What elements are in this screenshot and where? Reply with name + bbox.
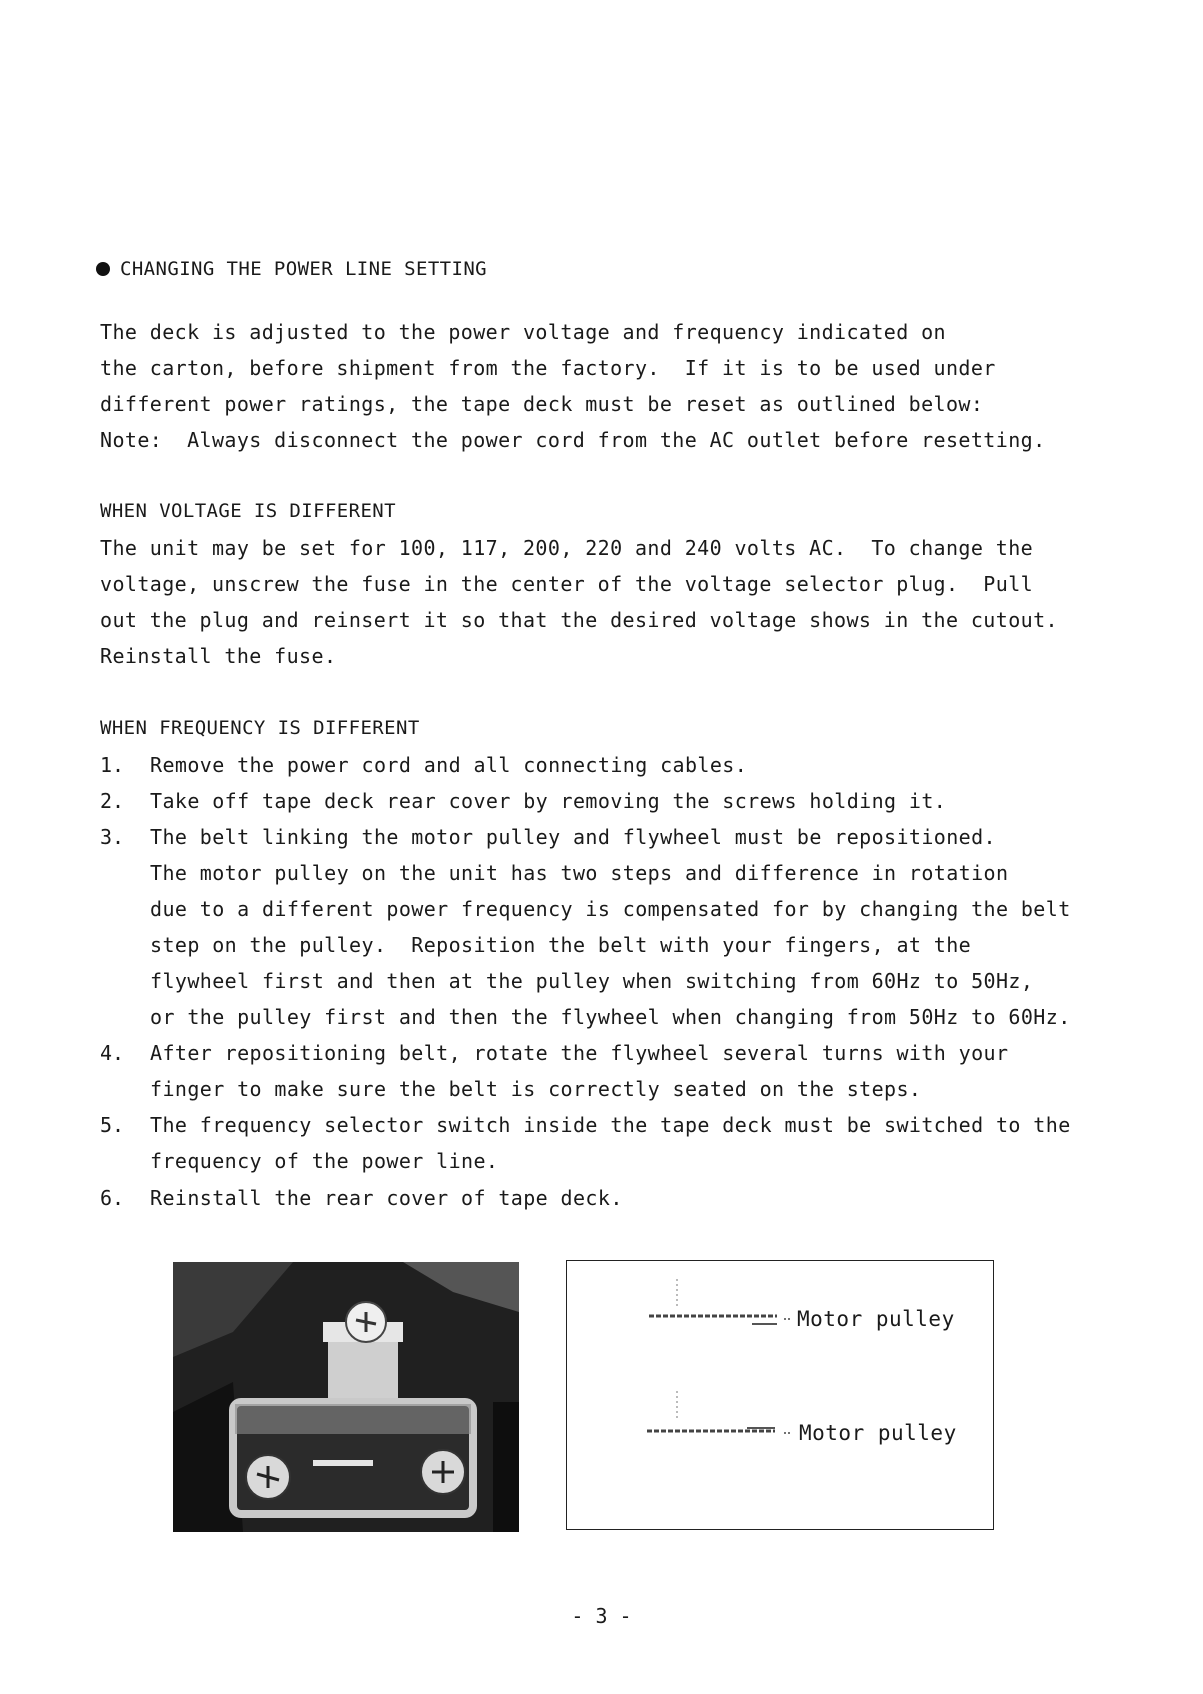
- step-line: frequency of the power line.: [150, 1149, 499, 1173]
- voltage-line: out the plug and reinsert it so that the desired voltage shows in the cutout.: [100, 608, 1058, 632]
- voltage-line: Reinstall the fuse.: [100, 644, 337, 668]
- step-line: The frequency selector switch inside the tape deck must be switched to the: [150, 1113, 1071, 1137]
- step-line: flywheel first and then at the pulley when switching from 60Hz to 50Hz,: [150, 969, 1034, 993]
- motor-pulley-label: Motor pulley: [799, 1421, 957, 1445]
- step-line: After repositioning belt, rotate the flywheel several turns with your: [150, 1041, 1009, 1065]
- frequency-heading: WHEN FREQUENCY IS DIFFERENT: [100, 717, 420, 739]
- intro-line: The deck is adjusted to the power voltage and frequency indicated on: [100, 320, 946, 344]
- step-number: 1.: [100, 753, 125, 777]
- step-line: Reinstall the rear cover of tape deck.: [150, 1186, 623, 1210]
- step-line: Take off tape deck rear cover by removing the screws holding it.: [150, 789, 947, 813]
- step-number: 5.: [100, 1113, 125, 1137]
- step-number: 2.: [100, 789, 125, 813]
- step-line: or the pulley first and then the flywheel when changing from 50Hz to 60Hz.: [150, 1005, 1071, 1029]
- step-number: 3.: [100, 825, 125, 849]
- motor-pulley-label: Motor pulley: [797, 1307, 955, 1331]
- motor-pulley-diagram: [566, 1260, 994, 1530]
- step-line: The motor pulley on the unit has two steps and difference in rotation: [150, 861, 1009, 885]
- voltage-line: voltage, unscrew the fuse in the center of the voltage selector plug. Pull: [100, 572, 1034, 596]
- pulley-diagram-drawing: [567, 1261, 995, 1531]
- section-heading-text: CHANGING THE POWER LINE SETTING: [120, 258, 488, 280]
- bullet-icon: [96, 262, 110, 276]
- step-line: Remove the power cord and all connecting cables.: [150, 753, 748, 777]
- voltage-selector-photo: [173, 1262, 519, 1532]
- photo-illustration: [173, 1262, 519, 1532]
- section-heading: [96, 258, 487, 280]
- intro-line: the carton, before shipment from the factory. If it is to be used under: [100, 356, 996, 380]
- step-line: step on the pulley. Reposition the belt with your fingers, at the: [150, 933, 972, 957]
- voltage-line: The unit may be set for 100, 117, 200, 220 and 240 volts AC. To change the: [100, 536, 1034, 560]
- step-number: 6.: [100, 1186, 125, 1210]
- step-number: 4.: [100, 1041, 125, 1065]
- step-line: finger to make sure the belt is correctly seated on the steps.: [150, 1077, 922, 1101]
- intro-line: different power ratings, the tape deck must be reset as outlined below:: [100, 392, 984, 416]
- page-number: - 3 -: [571, 1604, 632, 1628]
- intro-note: Note: Always disconnect the power cord from the AC outlet before resetting.: [100, 428, 1046, 452]
- step-line: The belt linking the motor pulley and flywheel must be repositioned.: [150, 825, 996, 849]
- voltage-heading: WHEN VOLTAGE IS DIFFERENT: [100, 500, 396, 522]
- step-line: due to a different power frequency is compensated for by changing the belt: [150, 897, 1071, 921]
